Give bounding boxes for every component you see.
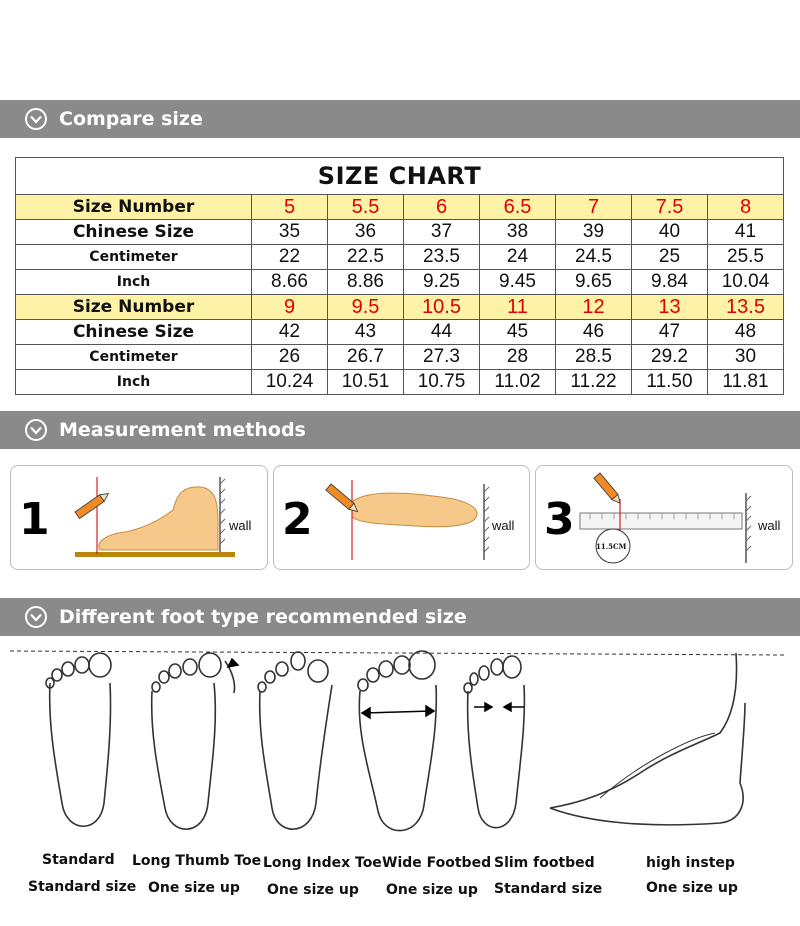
section-title: Different foot type recommended size [59,606,467,628]
inch-label: Inch [16,370,252,395]
foot-types-header [0,598,800,636]
size-cell: 8 [708,195,784,220]
measurement-methods-header [0,411,800,449]
size-cell: 29.2 [632,345,708,370]
chinese-size-label: Chinese Size [16,220,252,245]
size-cell: 10.5 [404,295,480,320]
foot-type-recommendation: One size up [267,882,359,898]
size-cell: 44 [404,320,480,345]
size-cell: 46 [556,320,632,345]
size-cell: 25 [632,245,708,270]
foot-type-recommendation: One size up [646,880,738,896]
step-number: 3 [544,494,575,545]
foot-type-label: Slim footbed [494,855,595,871]
measurement-step-1 [10,465,268,570]
size-cell: 13 [632,295,708,320]
wall-label: wall [492,518,515,533]
compare-size-header [0,100,800,138]
size-cell: 5 [252,195,328,220]
size-cell: 28.5 [556,345,632,370]
chinese-size-label: Chinese Size [16,320,252,345]
inch-row [16,370,784,395]
foot-type-recommendation: Standard size [494,881,603,897]
foot-type-recommendation: One size up [148,880,240,896]
size-cell: 6 [404,195,480,220]
size-cell: 47 [632,320,708,345]
size-cell: 8.86 [328,270,404,295]
size-cell: 9.84 [632,270,708,295]
foot-type-label: Long Thumb Toe [132,853,262,869]
centimeter-label: Centimeter [16,345,252,370]
size-cell: 7 [556,195,632,220]
size-cell: 10.51 [328,370,404,395]
size-cell: 8.66 [252,270,328,295]
inch-label: Inch [16,270,252,295]
size-cell: 11.02 [480,370,556,395]
size-number-row [16,195,784,220]
size-cell: 35 [252,220,328,245]
foot-type-label: Standard [42,852,115,868]
size-cell: 25.5 [708,245,784,270]
size-cell: 12 [556,295,632,320]
ruler-reading: 11.5CM [596,542,627,551]
foot-type-recommendation: One size up [386,882,478,898]
foot-type-label: high instep [646,855,735,871]
wall-label: wall [229,518,252,533]
size-cell: 10.75 [404,370,480,395]
foot-types-illustration [0,643,800,843]
size-cell: 5.5 [328,195,404,220]
chevron-down-icon [25,108,47,130]
size-cell: 27.3 [404,345,480,370]
wall-label: wall [758,518,781,533]
size-cell: 9.65 [556,270,632,295]
size-cell: 28 [480,345,556,370]
size-cell: 39 [556,220,632,245]
size-cell: 26.7 [328,345,404,370]
size-cell: 9.25 [404,270,480,295]
centimeter-row [16,345,784,370]
chevron-down-icon [25,606,47,628]
size-cell: 42 [252,320,328,345]
inch-row [16,270,784,295]
size-cell: 11.22 [556,370,632,395]
size-cell: 37 [404,220,480,245]
size-cell: 11.50 [632,370,708,395]
size-chart-title: SIZE CHART [16,158,784,195]
size-number-label: Size Number [16,195,252,220]
centimeter-label: Centimeter [16,245,252,270]
foot-side-view-illustration [55,472,245,562]
size-cell: 10.04 [708,270,784,295]
size-cell: 13.5 [708,295,784,320]
size-cell: 24 [480,245,556,270]
centimeter-row [16,245,784,270]
size-cell: 11.81 [708,370,784,395]
foot-type-recommendation: Standard size [28,879,137,895]
size-cell: 9.45 [480,270,556,295]
size-cell: 22.5 [328,245,404,270]
size-cell: 48 [708,320,784,345]
chinese-size-row [16,220,784,245]
step-number: 1 [19,494,50,545]
measurement-step-2 [273,465,530,570]
size-cell: 36 [328,220,404,245]
size-cell: 38 [480,220,556,245]
section-title: Compare size [59,108,203,130]
size-cell: 41 [708,220,784,245]
chinese-size-row [16,320,784,345]
size-cell: 23.5 [404,245,480,270]
foot-top-view-illustration [316,472,496,562]
ruler-measurement-illustration [578,471,758,566]
foot-type-label: Wide Footbed [382,855,492,871]
foot-type-label: Long Index Toe [263,855,382,871]
size-cell: 26 [252,345,328,370]
size-cell: 45 [480,320,556,345]
section-title: Measurement methods [59,419,306,441]
size-chart-table [15,157,784,395]
size-cell: 9.5 [328,295,404,320]
step-number: 2 [282,494,313,545]
size-cell: 11 [480,295,556,320]
size-cell: 9 [252,295,328,320]
size-cell: 40 [632,220,708,245]
size-cell: 24.5 [556,245,632,270]
measurement-step-3 [535,465,793,570]
size-cell: 30 [708,345,784,370]
size-number-label: Size Number [16,295,252,320]
size-cell: 43 [328,320,404,345]
size-cell: 7.5 [632,195,708,220]
size-number-row [16,295,784,320]
size-cell: 22 [252,245,328,270]
chevron-down-icon [25,419,47,441]
size-cell: 6.5 [480,195,556,220]
size-cell: 10.24 [252,370,328,395]
